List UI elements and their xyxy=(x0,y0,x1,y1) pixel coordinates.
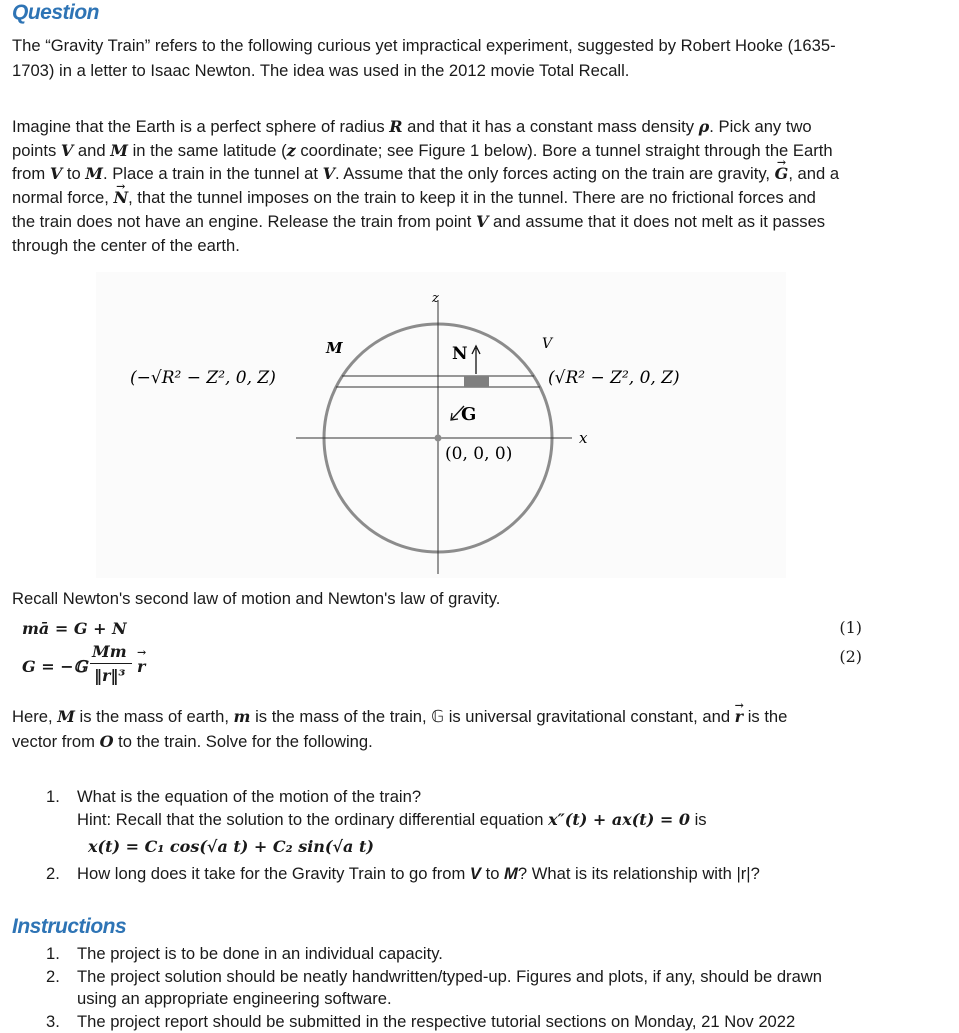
origin-label: (0, 0, 0) xyxy=(445,444,513,464)
instructions-heading: Instructions xyxy=(12,915,127,938)
setup-line-5: the train does not have an engine. Release the train from point V and assume that it does not melt as it passes xyxy=(12,211,826,231)
hint-solution-formula: x(t) = C₁ cos(√a t) + C₂ sin(√a t) xyxy=(88,837,374,856)
point-m-label: M xyxy=(326,339,343,357)
point-v-label: V xyxy=(542,336,553,352)
eq2-fraction-bar xyxy=(90,663,132,664)
instruction-1-text: The project is to be done in an individual capacity. xyxy=(77,944,443,963)
figure-background xyxy=(96,272,786,578)
instruction-3-number: 3. xyxy=(46,1012,60,1031)
origin-dot xyxy=(435,435,442,442)
setup-line-6: through the center of the earth. xyxy=(12,235,240,255)
z-axis-label: z xyxy=(432,291,439,306)
intro-line-1: The “Gravity Train” refers to the following curious yet impractical experiment, suggested by Robert Hooke (1635- xyxy=(12,36,836,55)
gravity-train-figure xyxy=(96,272,786,578)
setup-line-2: points V and M in the same latitude (z coordinate; see Figure 1 below). Bore a tunnel straight through the Earth xyxy=(12,140,833,160)
question-heading: Question xyxy=(12,1,100,24)
hint-text: Hint: Recall that the solution to the ordinary differential equation x″(t) + ax(t) = 0 is xyxy=(77,810,707,829)
instruction-2-line-2: using an appropriate engineering software. xyxy=(77,989,392,1008)
normal-force-label: N xyxy=(452,344,468,364)
figure-svg xyxy=(96,272,786,578)
eq2-numerator: Mm xyxy=(92,642,127,661)
left-point-label: (−√R² − Z², 0, Z) xyxy=(130,368,276,388)
gravity-force-label: G xyxy=(461,404,477,425)
equation-2 xyxy=(22,642,182,700)
instruction-3-text: The project report should be submitted in the respective tutorial sections on Monday, 21 Nov 2022 xyxy=(77,1012,796,1031)
equation-2-number: (2) xyxy=(839,647,862,666)
question-2-number: 2. xyxy=(46,864,60,883)
equation-1: mā = G + N xyxy=(22,619,127,638)
right-point-label: (√R² − Z², 0, Z) xyxy=(548,368,680,388)
setup-paragraph xyxy=(12,115,942,257)
here-line-1: Here, M is the mass of earth, m is the mass of the train, 𝔾 is universal gravitational constant, and → r is the xyxy=(12,705,942,730)
here-line-2: vector from O to the train. Solve for the following. xyxy=(12,731,373,751)
train-block xyxy=(464,376,489,387)
instruction-1-number: 1. xyxy=(46,944,60,963)
instruction-2-number: 2. xyxy=(46,967,60,986)
here-paragraph xyxy=(12,705,942,754)
eq2-lhs: G = −𝔾 xyxy=(22,657,88,676)
recall-text: Recall Newton's second law of motion and Newton's law of gravity. xyxy=(12,589,501,608)
intro-paragraph xyxy=(12,34,942,83)
question-1-text: What is the equation of the motion of the train? xyxy=(77,787,422,806)
question-1-number: 1. xyxy=(46,787,60,806)
eq2-r-vector: → r xyxy=(137,657,145,676)
equation-1-number: (1) xyxy=(839,618,862,637)
setup-line-3: from V to M. Place a train in the tunnel at V. Assume that the only forces acting on the train are gravity, → G, and a xyxy=(12,162,942,186)
setup-line-4: normal force, → N, that the tunnel imposes on the train to keep it in the tunnel. There are no frictional forces and xyxy=(12,186,942,210)
x-axis-label: x xyxy=(579,429,588,447)
eq2-denominator: ‖r‖³ xyxy=(94,666,126,685)
setup-line-1: Imagine that the Earth is a perfect sphere of radius R and that it has a constant mass density ρ. Pick any two xyxy=(12,117,812,136)
instruction-2-line-1: The project solution should be neatly handwritten/typed-up. Figures and plots, if any, should be drawn xyxy=(77,967,823,986)
intro-line-2: 1703) in a letter to Isaac Newton. The idea was used in the 2012 movie Total Recall. xyxy=(12,60,630,80)
question-2-text: How long does it take for the Gravity Train to go from V to M? What is its relationship with |r|? xyxy=(77,864,760,883)
